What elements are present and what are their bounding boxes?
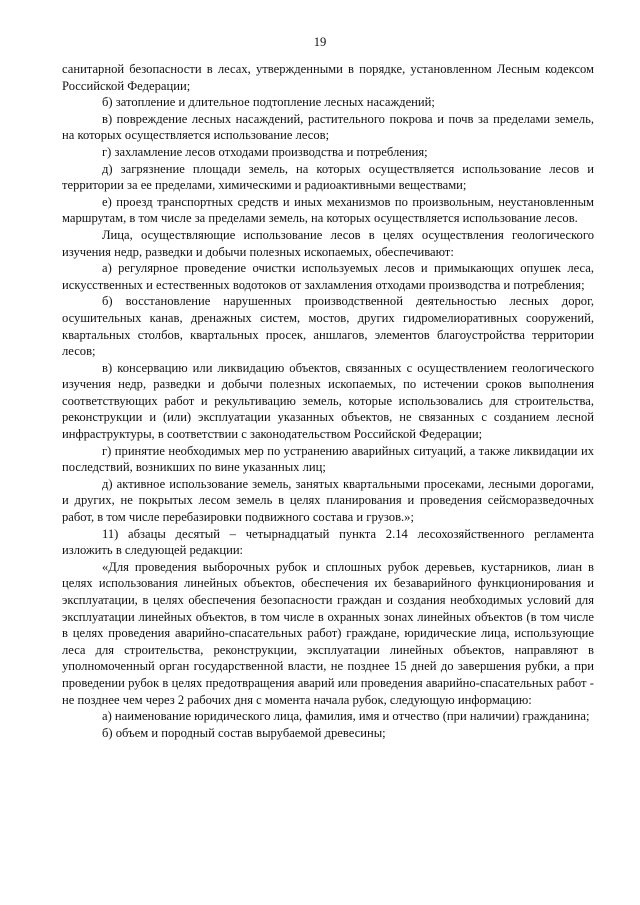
- paragraph: д) загрязнение площади земель, на которых осуществляется использование лесов и территории за ее пределами, химическими и радиоактивными веществами;: [62, 161, 594, 193]
- paragraph: 11) абзацы десятый – четырнадцатый пункта 2.14 лесохозяйственного регламента изложить в следующей редакции:: [62, 526, 594, 558]
- paragraph: б) затопление и длительное подтопление лесных насаждений;: [102, 95, 435, 110]
- paragraph: б) объем и породный состав вырубаемой древесины;: [102, 725, 386, 740]
- paragraph: Лица, осуществляющие использование лесов в целях осуществления геологического изучения недр, разведки и добычи полезных ископаемых, обеспечивают:: [62, 227, 594, 259]
- page-number: 19: [313, 35, 327, 49]
- paragraph: д) активное использование земель, занятых квартальными просеками, лесными дорогами, и других, не покрытых лесом земель в целях планирования и проведения сейсморазведочных работ, в том числе перебазировки подвижного состава и грузов.»;: [62, 476, 594, 525]
- paragraph: санитарной безопасности в лесах, утвержденными в порядке, установленном Лесным кодексом Российской Федерации;: [62, 62, 594, 93]
- paragraph: в) повреждение лесных насаждений, растительного покрова и почв за пределами земель, на которых осуществляется использование лесов;: [62, 111, 594, 143]
- paragraph: в) консервацию или ликвидацию объектов, связанных с осуществлением геологического изучения недр, разведки и добычи полезных ископаемых, по истечении сроков выполнения соответствующих работ и рекультивацию земель, которые использовались для строительства, реконструкции и (или) эксплуатации указанных объектов, не связанных с созданием лесной инфраструктуры, в соответствии с законодательством Российской Федерации;: [62, 360, 594, 442]
- paragraph: а) наименование юридического лица, фамилия, имя и отчество (при наличии) гражданина;: [102, 709, 590, 724]
- paragraph: а) регулярное проведение очистки используемых лесов и примыкающих опушек леса, искусственных и естественных водотоков от захламления отходами производства и потребления;: [62, 261, 594, 292]
- paragraph: г) принятие необходимых мер по устранению аварийных ситуаций, а также ликвидации их последствий, возникших по вине указанных лиц;: [62, 443, 594, 475]
- paragraph: «Для проведения выборочных рубок и сплошных рубок деревьев, кустарников, лиан в целях использования линейных объектов, обеспечения их безаварийного функционирования и эксплуатации, в целях обеспечения безопасности граждан и создания необходимых условий для эксплуатации линейных объектов, в том числе в охранных зонах линейных объектов (в том числе в целях проведения аварийно-спасательных работ) граждане, юридические лица, использующие леса для строительства, реконструкции, эксплуатации линейных объектов, направляют в уполномоченный орган государственной власти, не позднее 15 дней до завершения рубки, а при проведении рубок в целях предотвращения аварий или проведения аварийно-спасательных работ - не позднее чем через 2 рабочих дня с момента начала рубок, следующую информацию:: [62, 559, 594, 707]
- paragraph: е) проезд транспортных средств и иных механизмов по произвольным, неустановленным маршрутам, в том числе за пределами земель, на которых осуществляется использование лесов.: [62, 194, 594, 226]
- document-body: [62, 61, 594, 741]
- paragraph: г) захламление лесов отходами производства и потребления;: [102, 144, 428, 159]
- paragraph: б) восстановление нарушенных производственной деятельностью лесных дорог, осушительных канав, дренажных систем, мостов, других гидромелиоративных сооружений, квартальных столбов, квартальных просек, аншлагов, элементов благоустройства территории лесов;: [62, 294, 594, 359]
